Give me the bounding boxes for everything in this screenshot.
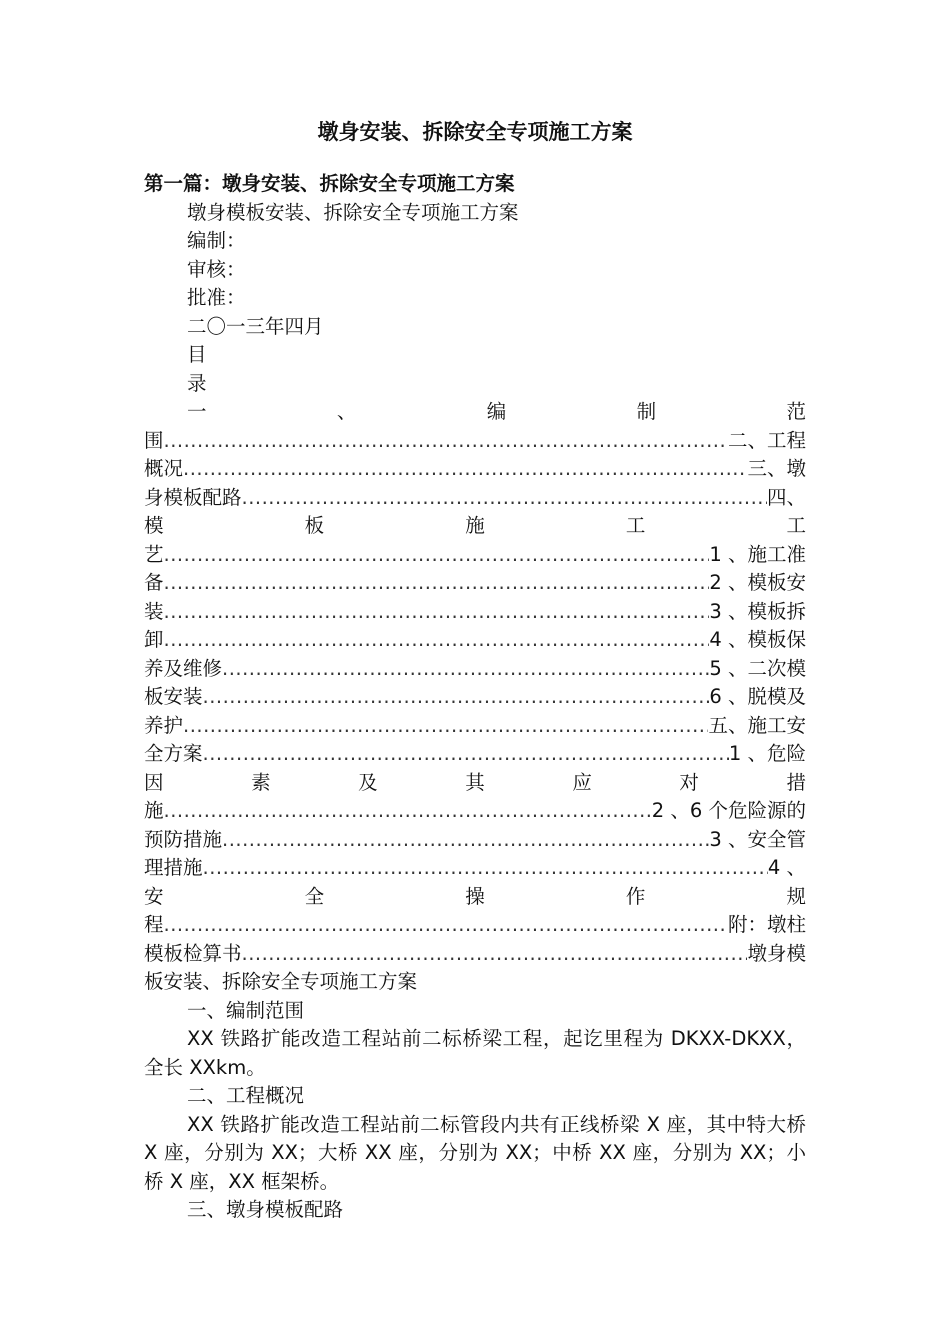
toc-entry: 预防措施 ..... 3 、安全管 <box>144 826 806 855</box>
toc-entry: 程 ..... 附：墩柱 <box>144 911 806 940</box>
toc-entry: 板安装 ..... 6 、脱模及 <box>144 683 806 712</box>
toc-leader <box>203 854 768 883</box>
document-date: 二〇一三年四月 <box>187 314 324 338</box>
cover-subtitle: 墩身模板安装、拆除安全专项施工方案 <box>187 200 519 224</box>
toc-entry: 理措施 ..... 4 、 <box>144 854 806 883</box>
reviewed-by-label: 审核： <box>187 257 246 281</box>
toc-heading-1: 目 <box>187 343 207 366</box>
toc-leader <box>222 655 709 684</box>
toc-entry: 备 ..... 2 、模板安 <box>144 569 806 598</box>
toc-leader <box>164 427 728 456</box>
toc-entry: 概况 ..... 三、墩 <box>144 455 806 484</box>
toc-entry: 全方案 ..... 1 、危险 <box>144 740 806 769</box>
section-1-text: XX 铁路扩能改造工程站前二标桥梁工程，起讫里程为 DKXX-DKXX，全长 XXkm。 <box>144 1027 806 1079</box>
toc-leader <box>203 740 729 769</box>
section-3-heading: 三、墩身模板配路 <box>187 1198 344 1221</box>
toc-spread-line: 因 素 及 其 应 对 措 <box>144 770 806 794</box>
toc-leader <box>164 598 710 627</box>
section-2-text: XX 铁路扩能改造工程站前二标管段内共有正线桥梁 X 座，其中特大桥 X 座，分别为 XX；大桥 XX 座，分别为 XX；中桥 XX 座，分别为 XX；小桥 X 座，XX 框架桥。 <box>144 1112 806 1193</box>
toc-leader <box>183 712 708 741</box>
toc-heading-2: 录 <box>187 371 207 395</box>
toc-leader <box>242 484 767 513</box>
toc-entry: 施 ..... 2 、6 个危险源的 <box>144 797 806 826</box>
toc-leader <box>222 826 709 855</box>
toc-leader <box>242 940 748 969</box>
toc-line-end: 板安装、拆除安全专项施工方案 <box>144 970 418 993</box>
toc-leader <box>164 541 710 570</box>
toc-entry: 装 ..... 3 、模板拆 <box>144 598 806 627</box>
toc-entry: 围 ..... 二、工程 <box>144 427 806 456</box>
document-body <box>144 170 806 1225</box>
toc-leader <box>164 569 710 598</box>
toc-leader <box>164 797 652 826</box>
toc-entry: 养护 ..... 五、施工安 <box>144 712 806 741</box>
part-heading: 第一篇：墩身安装、拆除安全专项施工方案 <box>144 172 515 195</box>
toc-entry: 养及维修 ..... 5 、二次模 <box>144 655 806 684</box>
document-title: 墩身安装、拆除安全专项施工方案 <box>317 120 633 144</box>
toc-leader <box>203 683 710 712</box>
toc-spread-line: 模 板 施 工 工 <box>144 514 806 537</box>
section-2-heading: 二、工程概况 <box>187 1084 305 1107</box>
toc-spread-line: 一 、 编 制 范 <box>187 400 806 423</box>
approved-by-label: 批准： <box>187 286 246 309</box>
toc-spread-line: 安 全 操 作 规 <box>144 884 806 908</box>
toc-entry: 艺 ..... 1 、施工准 <box>144 541 806 570</box>
toc-leader <box>164 626 710 655</box>
section-1-heading: 一、编制范围 <box>187 998 305 1022</box>
toc-entry: 卸 ..... 4 、模板保 <box>144 626 806 655</box>
toc-entry: 身模板配路 ..... 四、 <box>144 484 806 513</box>
compiled-by-label: 编制： <box>187 229 246 252</box>
toc-leader <box>164 911 728 940</box>
toc-leader <box>183 455 747 484</box>
toc-entry: 模板检算书 ..... 墩身模 <box>144 940 806 969</box>
